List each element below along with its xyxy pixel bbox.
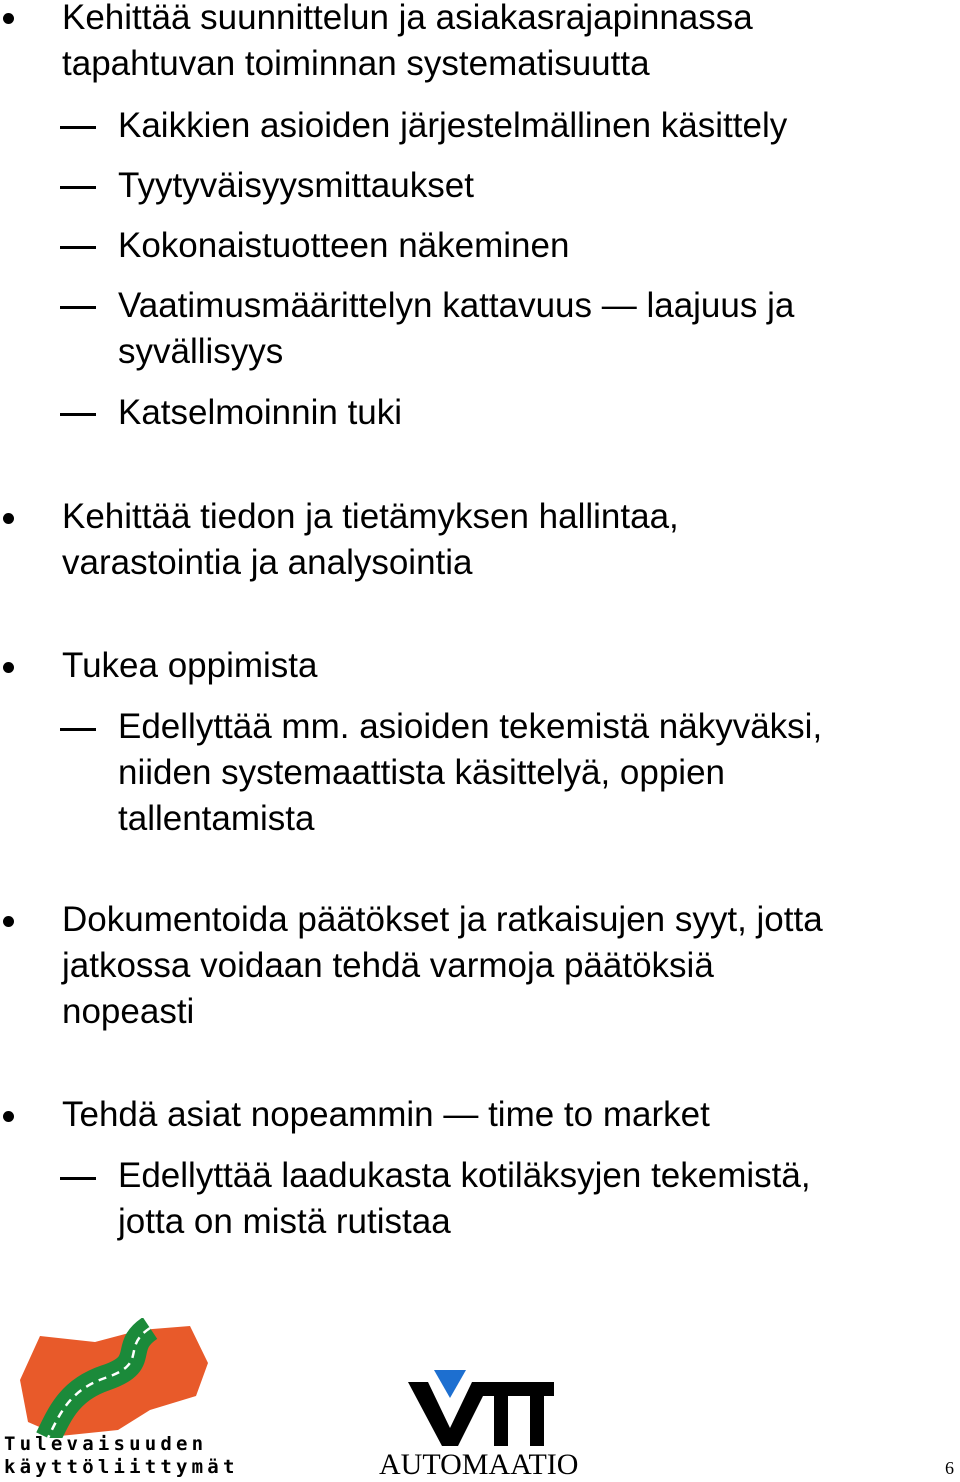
- tulevaisuuden-kayttoliittymat-logo: [0, 1318, 239, 1481]
- bullet-icon: [3, 662, 14, 673]
- logo-text: käyttöliittymät: [4, 1456, 239, 1478]
- bullet-text: tapahtuvan toiminnan systematisuutta: [62, 44, 650, 83]
- bullet-icon: [3, 13, 14, 24]
- bullet-text: Tukea oppimista: [62, 646, 318, 685]
- org-label: AUTOMAATIO: [379, 1448, 579, 1481]
- dash-icon: [60, 1177, 96, 1180]
- bullet-icon: [3, 916, 14, 927]
- dash-icon: [60, 246, 96, 249]
- dash-icon: [60, 728, 96, 731]
- bullet-text: nopeasti: [62, 992, 195, 1031]
- bullet-text: Dokumentoida päätökset ja ratkaisujen syyt, jotta: [62, 900, 823, 939]
- sub-bullet-text: tallentamista: [118, 799, 315, 838]
- sub-bullet-text: Katselmoinnin tuki: [118, 393, 403, 432]
- bullet-icon: [3, 1111, 14, 1122]
- dash-icon: [60, 413, 96, 416]
- sub-bullet-text: Edellyttää laadukasta kotiläksyjen tekemistä,: [118, 1156, 811, 1195]
- sub-bullet-text: Kokonaistuotteen näkeminen: [118, 226, 570, 265]
- bullet-text: Tehdä asiat nopeammin — time to market: [62, 1095, 710, 1134]
- sub-bullet-text: Tyytyväisyysmittaukset: [118, 166, 474, 205]
- bullet-text: varastointia ja analysointia: [62, 543, 473, 582]
- logo-text: Tulevaisuuden: [4, 1433, 208, 1455]
- sub-bullet-text: niiden systemaattista käsittelyä, oppien: [118, 753, 725, 792]
- bullet-text: jatkossa voidaan tehdä varmoja päätöksiä: [62, 946, 714, 985]
- dash-icon: [60, 186, 96, 189]
- dash-icon: [60, 126, 96, 129]
- dash-icon: [60, 306, 96, 309]
- sub-bullet-text: Kaikkien asioiden järjestelmällinen käsittely: [118, 106, 788, 145]
- road-map-icon: [0, 1318, 225, 1438]
- bullet-text: Kehittää suunnittelun ja asiakasrajapinnassa: [62, 0, 753, 37]
- vtt-logo-icon: [408, 1370, 554, 1446]
- sub-bullet-text: jotta on mistä rutistaa: [118, 1202, 451, 1241]
- bullet-text: Kehittää tiedon ja tietämyksen hallintaa,: [62, 497, 679, 536]
- bullet-icon: [3, 513, 14, 524]
- sub-bullet-text: Edellyttää mm. asioiden tekemistä näkyväksi,: [118, 707, 823, 746]
- sub-bullet-text: Vaatimusmäärittelyn kattavuus — laajuus ja: [118, 286, 795, 325]
- sub-bullet-text: syvällisyys: [118, 332, 284, 371]
- page-number: 6: [945, 1458, 954, 1478]
